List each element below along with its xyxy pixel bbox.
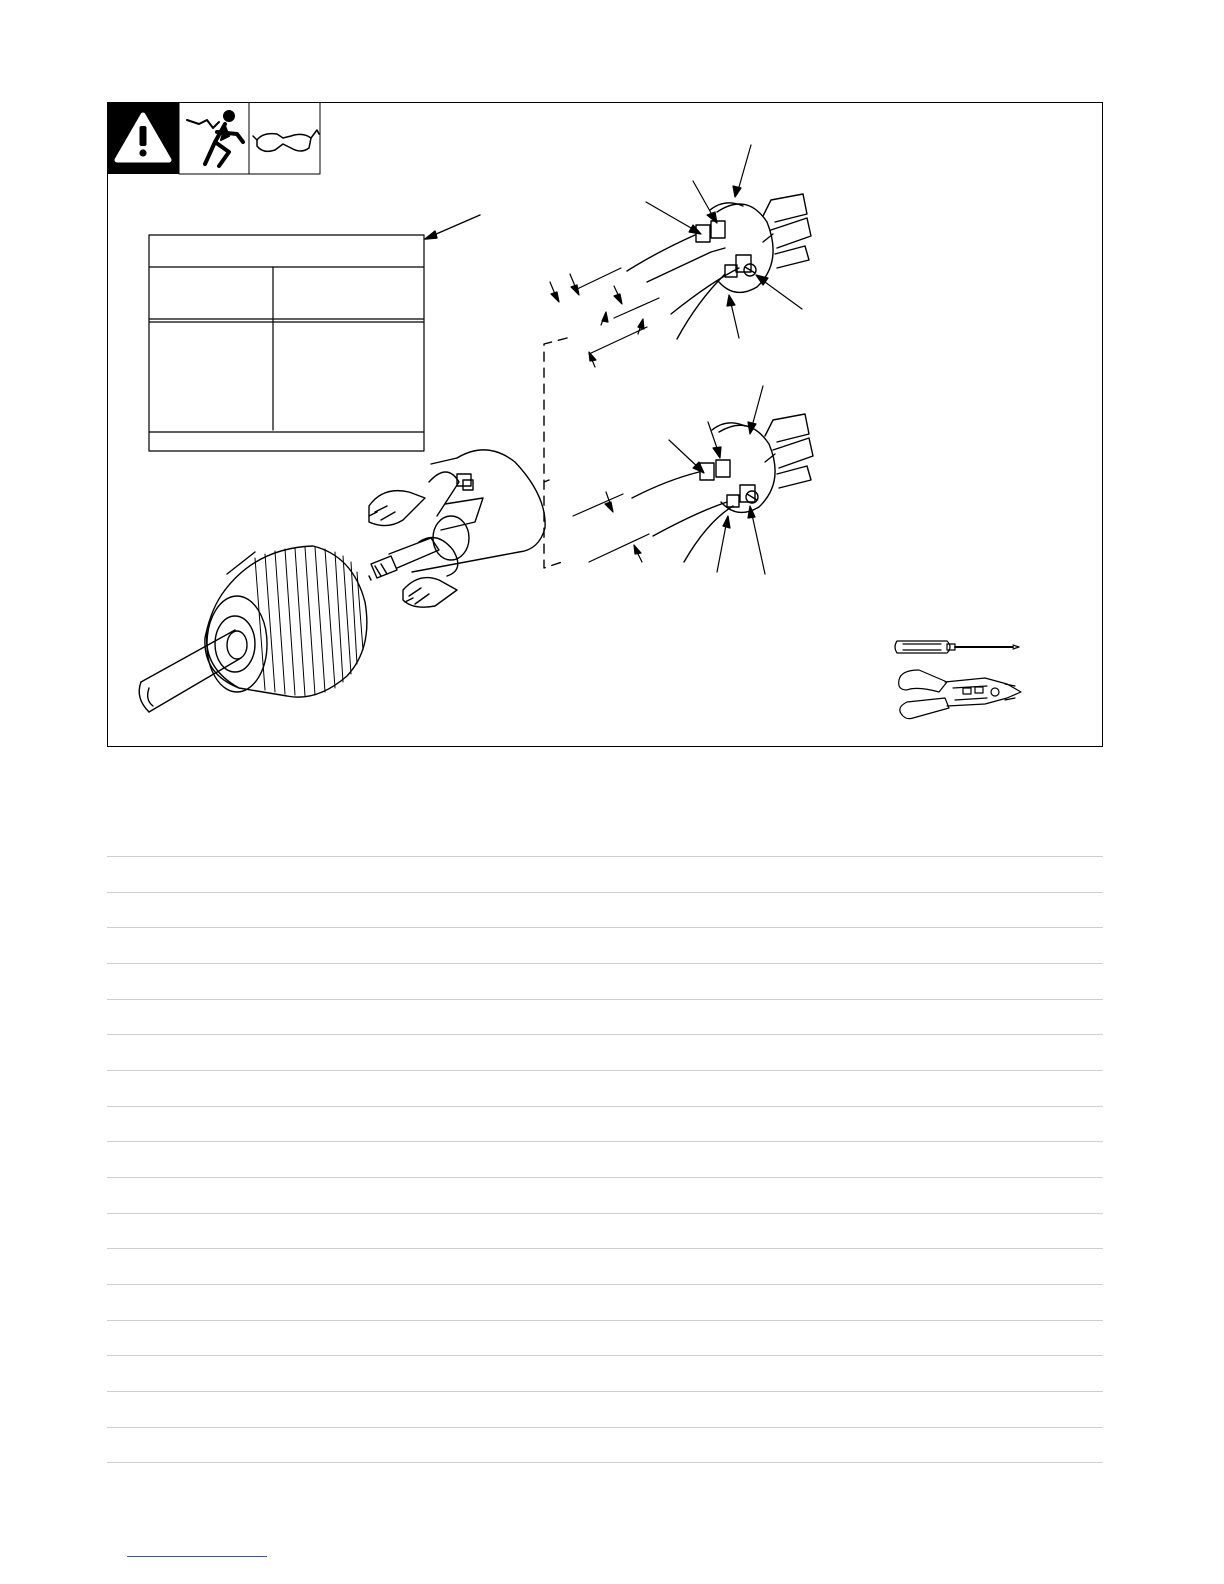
electric-shock-hazard-icon (187, 111, 243, 166)
note-line (107, 1284, 1103, 1285)
wiring-table (149, 235, 424, 451)
plug-grip-knob (205, 546, 367, 697)
warning-triangle-icon (107, 102, 179, 174)
note-line (107, 1070, 1103, 1071)
knob-ridges (255, 547, 363, 696)
note-line (107, 1462, 1103, 1463)
note-line (107, 1106, 1103, 1107)
plug-housing (369, 450, 545, 607)
note-line (107, 856, 1103, 857)
note-line (107, 927, 1103, 928)
note-line (107, 1248, 1103, 1249)
note-line (107, 1391, 1103, 1392)
note-line (107, 1213, 1103, 1214)
footer-link-underline[interactable] (127, 1556, 267, 1557)
lower-strip-dimensions (573, 492, 649, 562)
note-line (107, 963, 1103, 964)
wire-crimper-icon (899, 670, 1021, 719)
note-line (107, 999, 1103, 1000)
plug-wiring-illustration (107, 102, 1103, 747)
note-line (107, 1177, 1103, 1178)
upper-leader-lines (646, 145, 802, 338)
lower-plug-insert (632, 414, 813, 562)
note-line (107, 1034, 1103, 1035)
note-line (107, 1141, 1103, 1142)
screwdriver-icon (895, 641, 1019, 653)
safety-glasses-icon (253, 130, 319, 151)
upper-plug-insert (627, 194, 811, 339)
dashed-alignment-line (544, 338, 567, 568)
lower-leader-lines (669, 386, 765, 574)
note-line (107, 892, 1103, 893)
note-line (107, 1320, 1103, 1321)
table-callout-arrow (425, 215, 480, 239)
power-cord (139, 630, 241, 712)
upper-strip-dimensions (550, 268, 659, 367)
note-line (107, 1355, 1103, 1356)
note-line (107, 1427, 1103, 1428)
